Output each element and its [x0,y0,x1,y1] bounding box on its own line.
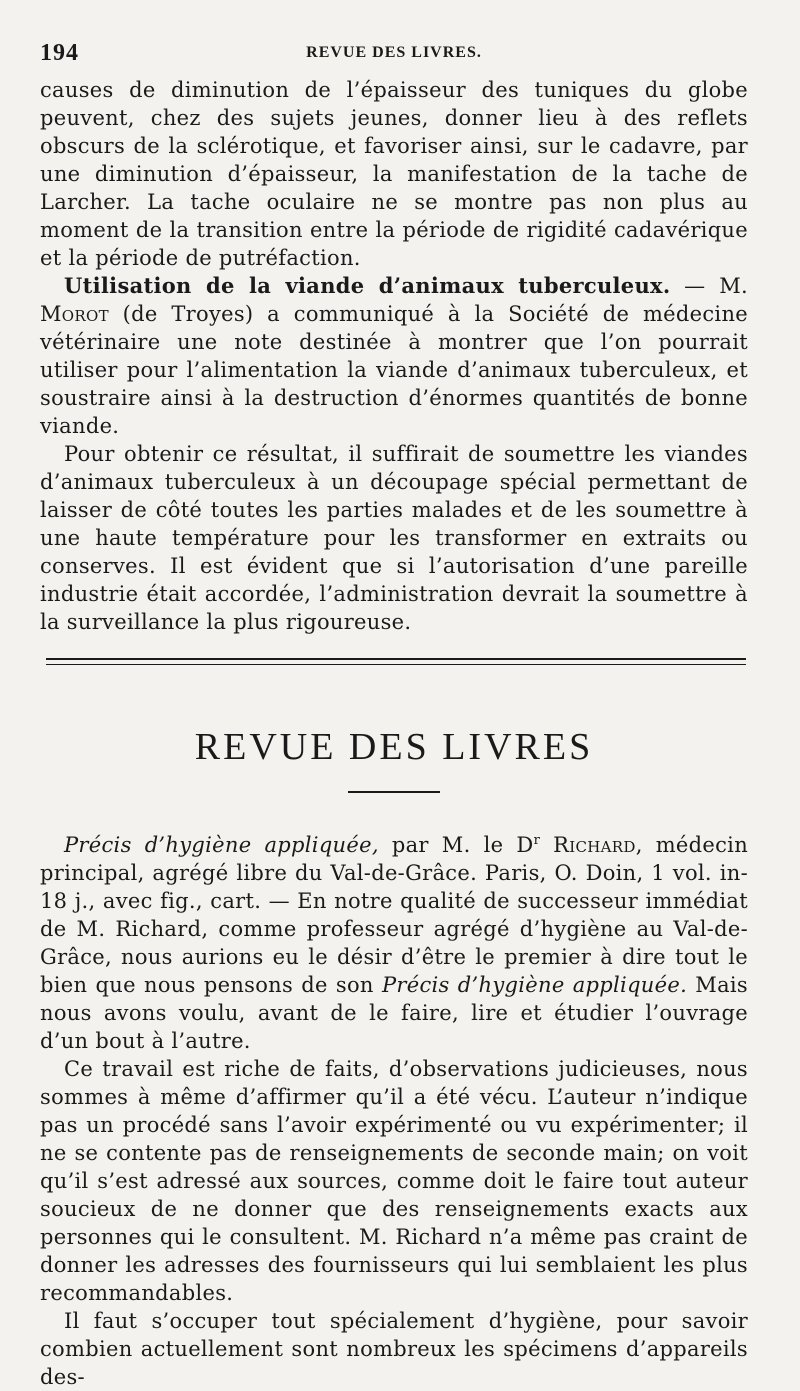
review-intro-end: Mais nous avons voulu, avant de le faire, lire et étudier l’ouvrage d’un bout à l’autre. [40,973,748,1053]
running-head [40,30,748,70]
review-author-sup: r [533,833,541,848]
section-heading: REVUE DES LIVRES [194,726,594,768]
book-page [40,30,748,1391]
article-dash: — [670,274,720,298]
article-body: (de Troyes) a communiqué à la Société de médecine vétérinaire une note destinée à montrer que l’on pourrait utiliser pour l’alimentation la viande d’animaux tuberculeux, et soustraire ainsi à la destruction d’énormes quantités de bonne viande. [40,302,748,438]
review-author-lead: par M. le D [378,833,534,857]
section-divider [46,658,746,665]
review-paragraph-3: Il faut s’occuper tout spécialement d’hygiène, pour savoir combien actuellement sont nombreux les spécimens d’appareils des- [40,1309,748,1389]
article-author-prefix: M. [719,274,748,298]
article-author-name: Morot [40,302,109,326]
article-paragraph-2: Pour obtenir ce résultat, il suffirait de soumettre les viandes d’animaux tuberculeux à un découpage spécial permettant de laisser de côté toutes les parties malades et de les soumettre à une haute température pour les transformer en extraits ou conserves. Il est évident que si l’autorisation d’une pareille industrie était accordée, l’administration devrait la soumettre à la surveillance la plus rigoureuse. [40,442,748,634]
review-book-title: Précis d’hygiène appliquée, [64,833,379,857]
review-author-name: Richard [553,833,636,857]
review-intro: , médecin principal, agrégé libre du Val-de-Grâce. Paris, O. Doin, 1 vol. in-18 j., avec fig., cart. — En notre qualité de successeur immédiat de M. Richard, comme professeur agrégé d’hygiène au Val-de-Grâce, nous aurions eu le désir d’être le premier à dire tout le bien que nous pensons de son [40,833,749,997]
running-title: REVUE DES LIVRES. [306,44,482,61]
continued-paragraph: causes de diminution de l’épaisseur des tuniques du globe peuvent, chez des sujets jeunes, donner lieu à des reflets obscurs de la sclérotique, et favoriser ainsi, sur le cadavre, par une diminution d’épaisseur, la manifestation de la tache de Larcher. La tache oculaire ne se montre pas non plus au moment de la transition entre la période de rigidité cadavérique et la période de putréfaction. [40,78,748,270]
page-number: 194 [40,40,79,66]
article-paragraph [40,272,748,440]
review-book-title-inline: Précis d’hygiène appliquée. [381,973,688,997]
review-paragraph-2: Ce travail est riche de faits, d’observations judicieuses, nous sommes à même d’affirmer qu’il a été vécu. L’auteur n’indique pas un procédé sans l’avoir expérimenté ou vu expérimenter; il ne se contente pas de renseignements de seconde main; on voit qu’il s’est adressé aux sources, comme doit le faire tout auteur soucieux de ne donner que des renseignements exacts aux personnes qui le consultent. M. Richard n’a même pas craint de donner les adresses des fournisseurs qui lui semblaient les plus recommandables. [40,1057,748,1305]
heading-rule [348,791,440,793]
review-paragraph [40,827,748,1055]
article-title: Utilisation de la viande d’animaux tuberculeux. [64,273,671,298]
